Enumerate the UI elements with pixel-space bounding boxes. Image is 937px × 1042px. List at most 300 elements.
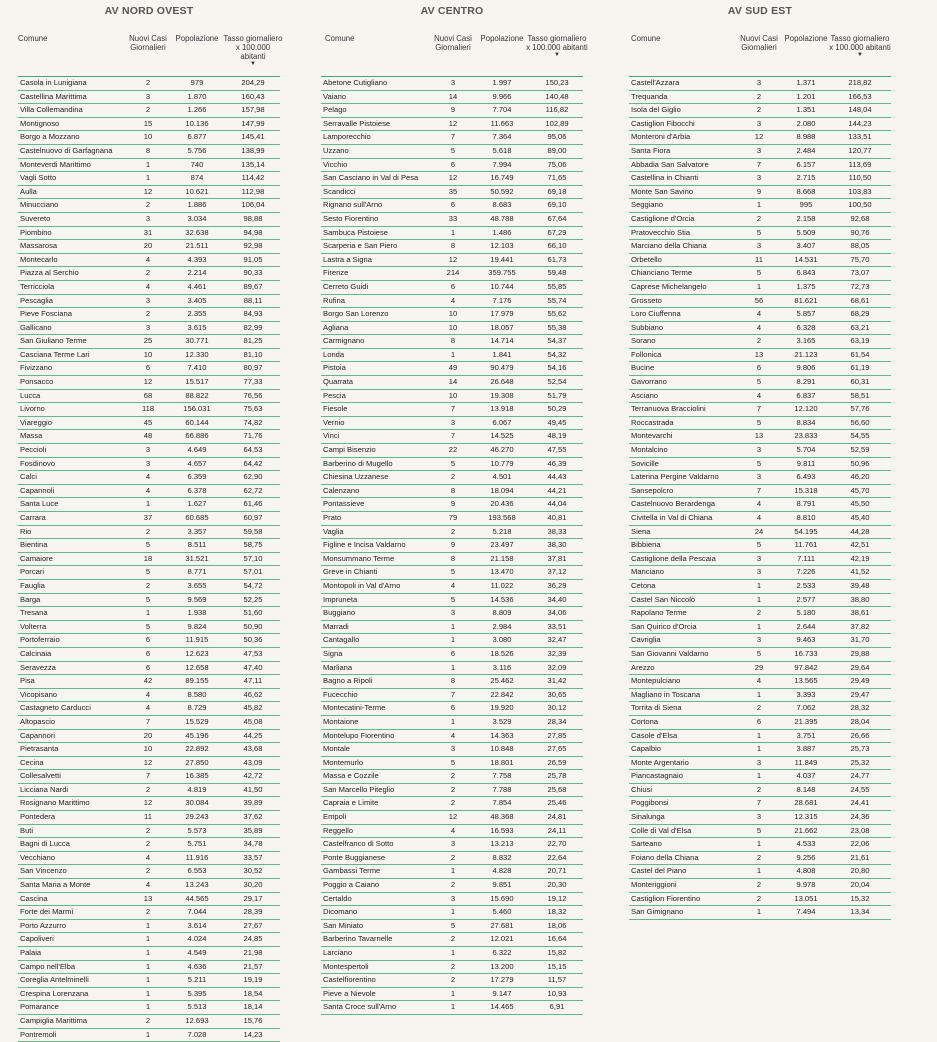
cell-casi: 1 [145,499,151,509]
table-row [18,498,280,512]
cell-casi: 1 [145,920,151,930]
cell-comune: Asciano [631,390,659,400]
cell-casi: 4 [145,281,151,291]
cell-casi: 2 [450,771,456,781]
cell-comune: Cetona [631,580,656,590]
cell-pop: 11.849 [794,757,818,767]
cell-casi: 11 [144,812,152,822]
cell-tasso: 50,90 [243,621,263,631]
cell-casi: 12 [448,173,458,183]
cell-tasso: 72,73 [850,281,870,291]
cell-comune: Subbiano [631,322,664,332]
cell-casi: 10 [143,132,153,142]
cell-comune: Porcari [20,567,45,577]
cell-tasso: 24,36 [850,812,870,822]
cell-pop: 32.638 [185,227,209,237]
cell-tasso: 77,33 [243,377,263,387]
cell-tasso: 36,29 [547,580,567,590]
cell-casi: 3 [145,445,151,455]
cell-comune: Piazza al Serchio [20,268,79,278]
cell-comune: Montale [323,744,351,754]
cell-casi: 4 [450,730,456,740]
cell-pop: 10.848 [490,744,514,754]
header-casi: Nuovi Casi Giornalieri [740,34,778,52]
cell-casi: 7 [756,404,762,414]
cell-pop: 5.704 [796,445,816,455]
cell-pop: 3.614 [187,920,207,930]
cell-casi: 2 [756,784,762,794]
header-popolazione: Popolazione [784,34,828,43]
cell-pop: 12.120 [794,404,818,414]
table-row [18,974,280,988]
cell-comune: Capannoli [20,485,55,495]
cell-pop: 3.751 [796,730,816,740]
table-row [629,471,891,485]
cell-casi: 22 [448,445,458,455]
cell-pop: 1.201 [796,91,816,101]
cell-pop: 4.549 [187,948,207,957]
cell-casi: 1 [756,839,762,849]
cell-pop: 9.811 [796,458,816,468]
cell-comune: San Miniato [323,920,364,930]
table-row [629,838,891,852]
cell-comune: Lastra a Signa [323,254,372,264]
table-header [18,18,283,76]
cell-pop: 8.988 [796,132,816,142]
table-row [321,961,583,975]
cell-pop: 9.978 [796,880,816,890]
cell-tasso: 18,32 [547,907,567,917]
cell-pop: 27.850 [185,757,209,767]
cell-comune: Sovicille [631,458,659,468]
cell-tasso: 47,11 [243,676,263,686]
cell-pop: 2.080 [796,118,816,128]
cell-casi: 4 [756,322,762,332]
table-row [321,865,583,879]
table-row [629,104,891,118]
cell-casi: 6 [450,703,456,713]
cell-pop: 3.357 [187,526,207,536]
cell-pop: 22.892 [185,744,209,754]
cell-comune: Massa e Cozzile [323,771,379,781]
table-row [321,118,583,132]
cell-pop: 18.801 [490,757,514,767]
cell-tasso: 91,05 [243,254,263,264]
cell-comune: Capraia e Limite [323,798,379,808]
cell-comune: Monte San Savino [631,186,694,196]
table-row [18,702,280,716]
cell-casi: 1 [450,621,456,631]
cell-casi: 2 [145,78,151,87]
cell-casi: 4 [145,880,151,890]
cell-pop: 5.751 [187,839,207,849]
cell-tasso: 39,48 [850,580,870,590]
table-row [321,716,583,730]
table-row [18,838,280,852]
cell-pop: 46.270 [490,445,514,455]
cell-comune: Colle di Val d'Elsa [631,825,692,835]
cell-comune: Borgo San Lorenzo [323,309,389,319]
table-row [18,1029,280,1042]
cell-tasso: 52,25 [243,594,263,604]
table-row [18,91,280,105]
cell-comune: Santa Croce sull'Arno [323,1002,397,1012]
header-tasso[interactable] [526,34,588,59]
cell-pop: 2.158 [796,213,816,223]
cell-pop: 18.526 [490,648,514,658]
cell-pop: 7.854 [492,798,512,808]
cell-pop: 5.513 [187,1002,207,1012]
header-tasso[interactable] [829,34,891,59]
cell-pop: 8.834 [796,417,816,427]
cell-casi: 4 [145,689,151,699]
cell-tasso: 41,52 [850,567,870,577]
cell-pop: 1.997 [492,78,512,87]
cell-casi: 24 [754,526,764,536]
cell-tasso: 69,18 [547,186,567,196]
cell-tasso: 44,25 [243,730,263,740]
cell-comune: Marradi [323,621,349,631]
cell-pop: 14.465 [490,1002,514,1012]
table-row [321,254,583,268]
cell-comune: Gavorrano [631,377,667,387]
cell-tasso: 44,21 [547,485,567,495]
cell-casi: 6 [756,716,762,726]
cell-pop: 5.857 [796,309,816,319]
table-row [629,376,891,390]
table-row [321,893,583,907]
table-body [321,76,583,1015]
cell-pop: 3.034 [187,213,207,223]
cell-pop: 21.395 [794,716,818,726]
cell-comune: San Giuliano Terme [20,336,87,346]
cell-tasso: 71,65 [547,173,567,183]
cell-casi: 1 [450,716,456,726]
table-row [321,702,583,716]
cell-comune: Portoferraio [20,635,60,645]
cell-pop: 9.256 [796,852,816,862]
cell-comune: Forte dei Marmi [20,907,74,917]
cell-casi: 6 [450,200,456,210]
table-row [321,471,583,485]
header-tasso-label: Tasso giornaliero x 100.000 abitanti [223,34,283,61]
cell-casi: 4 [756,676,762,686]
cell-pop: 18.094 [490,485,514,495]
table-row [321,743,583,757]
table-row [629,757,891,771]
table-row [321,213,583,227]
table-row [321,240,583,254]
cell-pop: 5.218 [492,526,512,536]
cell-comune: Greve in Chianti [323,567,378,577]
table-row [18,512,280,526]
cell-comune: Villa Collemandina [20,105,83,115]
cell-comune: Vagli Sotto [20,173,57,183]
table-row [321,906,583,920]
cell-comune: Pelago [323,105,347,115]
table-row [629,458,891,472]
cell-comune: Pieve a Nievole [323,988,376,998]
cell-tasso: 68,61 [850,295,870,305]
cell-pop: 28.681 [794,798,818,808]
cell-casi: 6 [450,648,456,658]
cell-comune: Impruneta [323,594,358,604]
cell-pop: 5.756 [187,145,207,155]
cell-comune: Montepulciano [631,676,681,686]
cell-tasso: 94,98 [243,227,263,237]
cell-pop: 21.662 [794,825,818,835]
cell-tasso: 25,73 [850,744,870,754]
cell-pop: 16.593 [490,825,514,835]
table-row [629,539,891,553]
cell-pop: 7.704 [492,105,512,115]
table-row [18,662,280,676]
cell-pop: 66.886 [185,431,209,441]
cell-pop: 14.536 [490,594,514,604]
cell-tasso: 25,78 [547,771,567,781]
cell-tasso: 66,10 [547,241,567,251]
cell-casi: 12 [448,254,458,264]
cell-tasso: 218,82 [848,78,872,87]
cell-pop: 8.771 [187,567,207,577]
cell-casi: 79 [448,513,458,522]
cell-comune: Pontedera [20,812,56,822]
cell-casi: 5 [145,621,151,631]
cell-comune: Grosseto [631,295,662,305]
cell-pop: 1.371 [796,78,816,87]
table-row [321,308,583,322]
cell-tasso: 14,23 [243,1029,263,1039]
table-row [18,104,280,118]
cell-tasso: 48,19 [547,431,567,441]
panel-sud-est [629,4,891,920]
table-row [629,797,891,811]
table-row [18,403,280,417]
table-row [18,240,280,254]
cell-pop: 11.022 [490,580,514,590]
cell-comune: Manciano [631,567,664,577]
cell-comune: Abetone Cutigliano [323,78,388,87]
cell-tasso: 59,58 [243,526,263,536]
cell-pop: 6.322 [492,948,512,957]
cell-casi: 3 [756,757,762,767]
cell-comune: Pontremoli [20,1029,57,1039]
cell-tasso: 44,04 [547,499,567,509]
cell-comune: Scandicci [323,186,356,196]
table-row [629,498,891,512]
cell-casi: 12 [143,798,153,808]
cell-tasso: 37,82 [850,621,870,631]
cell-casi: 7 [450,132,456,142]
cell-tasso: 67,64 [547,213,567,223]
cell-comune: Terricciola [20,281,55,291]
cell-casi: 2 [145,105,151,115]
cell-tasso: 58,51 [850,390,870,400]
cell-comune: Camaiore [20,553,53,563]
cell-comune: Ponsacco [20,377,54,387]
cell-casi: 13 [754,349,764,359]
table-row [18,920,280,934]
cell-tasso: 18,54 [243,988,263,998]
table-row [18,471,280,485]
cell-casi: 5 [145,594,151,604]
cell-comune: Ponte Buggianese [323,852,386,862]
cell-pop: 11.663 [490,118,514,128]
cell-pop: 1.486 [492,227,512,237]
cell-tasso: 74,82 [243,417,263,427]
cell-tasso: 24,55 [850,784,870,794]
cell-tasso: 28,34 [547,716,567,726]
table-row [321,295,583,309]
cell-tasso: 84,93 [243,309,263,319]
cell-tasso: 50,29 [547,404,567,414]
cell-comune: Pescia [323,390,346,400]
cell-pop: 11.915 [185,635,209,645]
cell-pop: 7.758 [492,771,512,781]
cell-tasso: 58,75 [243,540,263,550]
cell-tasso: 25,32 [850,757,870,767]
table-row [629,648,891,662]
header-tasso[interactable] [223,34,283,68]
cell-pop: 12.623 [185,648,209,658]
cell-casi: 4 [145,703,151,713]
cell-tasso: 30,12 [547,703,567,713]
panel-nord-ovest [18,4,283,1042]
cell-tasso: 15,82 [547,948,567,957]
cell-casi: 3 [756,553,762,563]
cell-pop: 6.493 [796,472,816,482]
cell-comune: Reggello [323,825,353,835]
cell-casi: 31 [143,227,153,237]
cell-casi: 1 [756,580,762,590]
table-row [18,784,280,798]
cell-casi: 2 [450,526,456,536]
cell-casi: 4 [450,825,456,835]
cell-tasso: 60,31 [850,377,870,387]
table-row [321,730,583,744]
cell-comune: Siena [631,526,651,536]
cell-casi: 15 [143,118,153,128]
table-row [321,186,583,200]
cell-pop: 12.658 [185,662,209,672]
header-casi: Nuovi Casi Giornalieri [129,34,167,52]
cell-casi: 12 [143,377,153,387]
table-row [18,906,280,920]
cell-comune: Fosdinovo [20,458,56,468]
cell-pop: 7.062 [796,703,816,713]
table-row [629,906,891,920]
cell-tasso: 68,29 [850,309,870,319]
cell-pop: 5.573 [187,825,207,835]
table-row [18,444,280,458]
cell-comune: Bibbiena [631,540,661,550]
cell-tasso: 106,04 [241,200,265,210]
cell-tasso: 62,90 [243,472,263,482]
table-row [321,77,583,91]
header-popolazione: Popolazione [175,34,219,43]
cell-pop: 9.966 [492,91,512,101]
cell-pop: 359.755 [488,268,516,278]
cell-tasso: 21,61 [850,852,870,862]
cell-comune: Montecarlo [20,254,58,264]
cell-comune: Monteverdi Marittimo [20,159,91,169]
cell-pop: 11.761 [794,540,818,550]
cell-tasso: 19,19 [243,975,263,985]
table-row [18,417,280,431]
table-row [629,621,891,635]
cell-tasso: 28,32 [850,703,870,713]
cell-casi: 1 [450,866,456,876]
cell-pop: 8.148 [796,784,816,794]
cell-pop: 3.615 [187,322,207,332]
cell-tasso: 47,53 [243,648,263,658]
cell-comune: Sorano [631,336,656,346]
cell-pop: 193.568 [488,513,516,522]
cell-pop: 6.553 [187,866,207,876]
cell-comune: Bucine [631,363,655,373]
cell-casi: 1 [145,608,151,618]
cell-tasso: 20,04 [850,880,870,890]
cell-comune: Castel del Piano [631,866,687,876]
cell-pop: 17.279 [490,975,514,985]
cell-pop: 2.484 [796,145,816,155]
cell-tasso: 54,37 [547,336,567,346]
table-row [321,458,583,472]
cell-pop: 5.211 [187,975,207,985]
table-header [629,18,891,76]
table-body [629,76,891,920]
cell-tasso: 57,76 [850,404,870,414]
cell-casi: 4 [145,485,151,495]
table-row [18,865,280,879]
cell-pop: 2.214 [187,268,207,278]
cell-tasso: 33,51 [547,621,567,631]
cell-casi: 6 [450,159,456,169]
table-row [18,879,280,893]
cell-tasso: 61,19 [850,363,870,373]
table-row [18,730,280,744]
cell-tasso: 42,51 [850,540,870,550]
cell-tasso: 22,06 [850,839,870,849]
cell-pop: 5.395 [187,988,207,998]
cell-casi: 2 [450,852,456,862]
cell-casi: 12 [754,132,764,142]
cell-comune: Castelnuovo di Garfagnana [20,145,113,155]
cell-tasso: 75,70 [850,254,870,264]
cell-pop: 8.810 [796,513,816,522]
table-row [629,553,891,567]
cell-tasso: 157,98 [241,105,265,115]
cell-comune: Marliana [323,662,353,672]
cell-casi: 1 [450,662,456,672]
cell-tasso: 34,40 [547,594,567,604]
cell-comune: Crespina Lorenzana [20,988,89,998]
cell-pop: 8.809 [492,608,512,618]
table-row [629,743,891,757]
cell-casi: 3 [145,322,151,332]
table-row [18,933,280,947]
cell-tasso: 57,01 [243,567,263,577]
cell-tasso: 144,23 [848,118,872,128]
cell-comune: Pescaglia [20,295,53,305]
cell-casi: 5 [450,458,456,468]
cell-comune: Palaia [20,948,42,957]
cell-comune: Borgo a Mozzano [20,132,80,142]
cell-casi: 1 [450,907,456,917]
header-tasso-label: Tasso giornaliero x 100.000 abitanti [829,34,891,52]
cell-tasso: 24,85 [243,934,263,944]
cell-tasso: 38,30 [547,540,567,550]
